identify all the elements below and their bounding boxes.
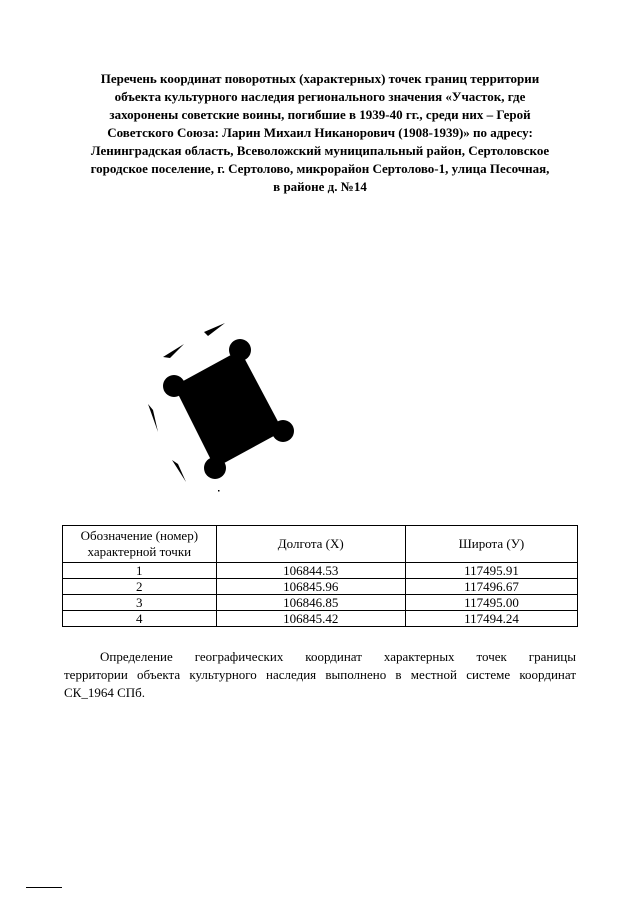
table-row [63,595,578,611]
note-line-2: территории объекта культурного наследия выполнено в местной системе координат [64,667,576,682]
title-line-7: в районе д. №14 [273,179,367,194]
boundary-point-marker [204,457,226,479]
title-line-3: захоронены советские воины, погибшие в 1939-40 гг., среди них – Герой [109,107,531,122]
north-arrow-mark [148,404,158,432]
scheme-dot [218,490,220,492]
header-point-number: Обозначение (номер) характерной точки [63,526,217,563]
boundary-point-marker [163,375,185,397]
boundary-scheme [0,300,640,510]
cell-y: 117495.91 [405,563,577,579]
north-arrow-mark [163,344,184,358]
cell-point: 3 [63,595,217,611]
header-latitude: Широта (У) [405,526,577,563]
cell-x: 106845.96 [216,579,405,595]
note-line-3: СК_1964 СПб. [64,685,146,700]
title-line-2: объекта культурного наследия регионального значения «Участок, где [114,89,526,104]
cell-point: 1 [63,563,217,579]
header-longitude: Долгота (Х) [216,526,405,563]
note-line-1: Определение географических координат характерных точек границы [100,649,576,664]
boundary-point-marker [272,420,294,442]
table-row [63,579,578,595]
cell-x: 106845.42 [216,611,405,627]
coordinate-system-note [64,648,576,702]
north-arrow-mark [204,323,225,336]
document-title [60,70,580,196]
coordinates-table [62,525,578,627]
cell-x: 106844.53 [216,563,405,579]
title-line-6: городское поселение, г. Сертолово, микрорайон Сертолово-1, улица Песочная, [90,161,550,176]
title-line-4: Советского Союза: Ларин Михаил Никанорович (1908-1939)» по адресу: [107,125,533,140]
title-line-5: Ленинградская область, Всеволожский муниципальный район, Сертоловское [90,143,550,158]
cell-x: 106846.85 [216,595,405,611]
cell-point: 4 [63,611,217,627]
cell-y: 117496.67 [405,579,577,595]
footnote-separator [26,887,62,888]
territory-polygon [174,350,283,468]
title-line-1: Перечень координат поворотных (характерных) точек границ территории [100,71,540,86]
cell-point: 2 [63,579,217,595]
table-header-row [63,526,578,563]
cell-y: 117495.00 [405,595,577,611]
table-row [63,611,578,627]
cell-y: 117494.24 [405,611,577,627]
table-row [63,563,578,579]
north-arrow-mark [172,460,186,482]
boundary-point-marker [229,339,251,361]
